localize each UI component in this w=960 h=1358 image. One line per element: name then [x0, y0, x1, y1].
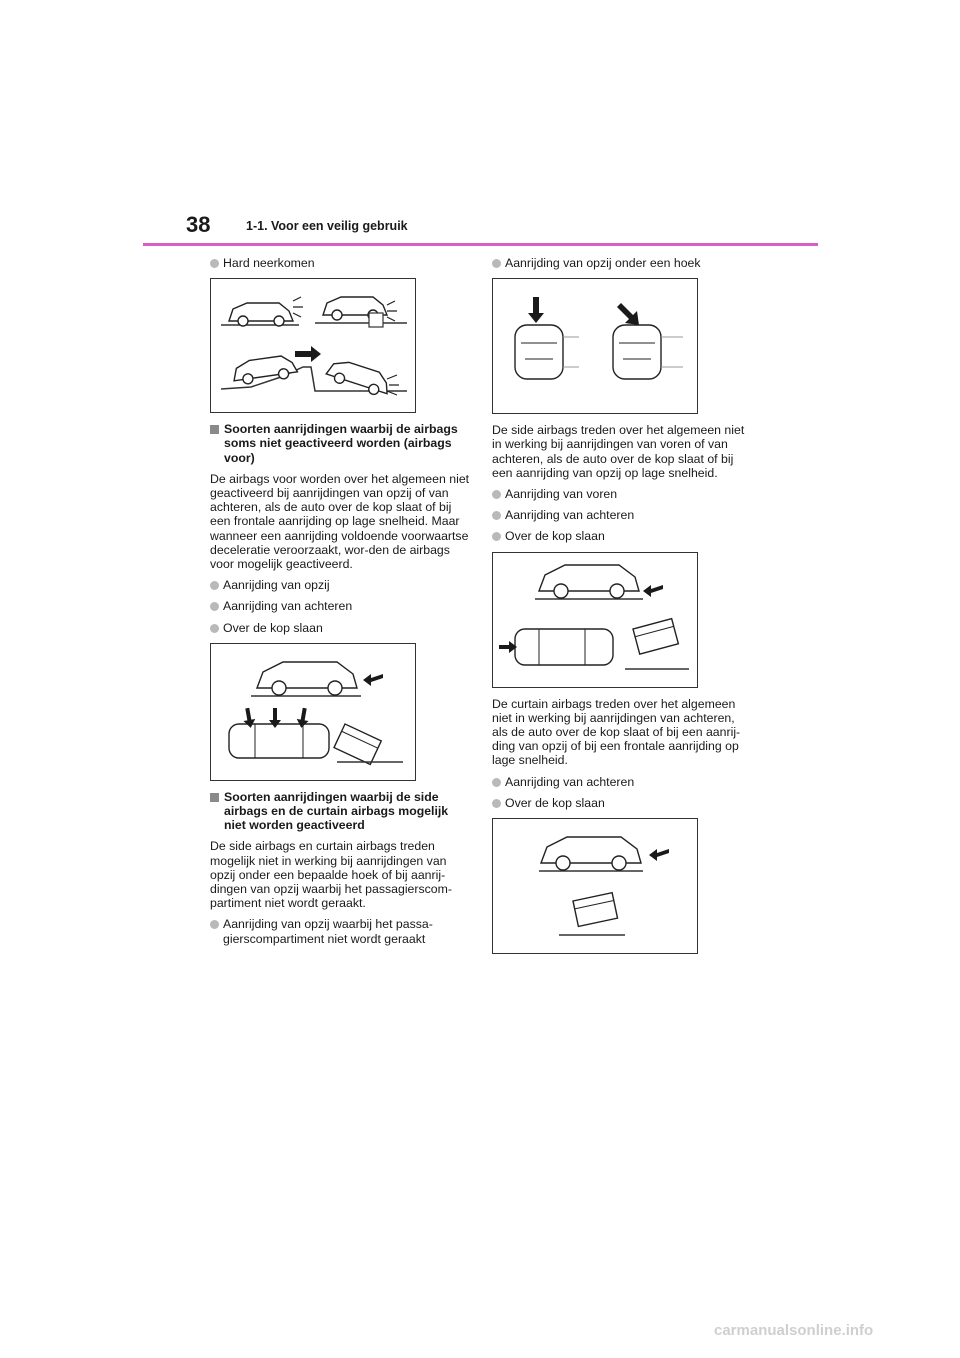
- heading-text: Soorten aanrijdingen waarbij de airbags soms niet geactiveerd worden (airbags voor): [224, 422, 458, 465]
- bullet-text: Over de kop slaan: [505, 529, 605, 544]
- bullet-text: Aanrijding van achteren: [505, 774, 635, 789]
- bullet-item: [210, 578, 470, 592]
- bullet-item: [210, 599, 470, 613]
- paragraph-side-curtain-airbags: De side airbags en curtain airbags treden mogelijk niet in werking bij aanrijdingen van opzij onder een bepaalde hoek of bij aanrij-dingen van opzij waarbij het passagierscom-partiment niet wordt geraakt.: [210, 839, 452, 911]
- paragraph-side-airbags: De side airbags treden over het algemeen niet in werking bij aanrijdingen van voren of van achteren, als de auto over de kop slaat of bij een aanrijding van opzij op lage snelheid.: [492, 423, 745, 480]
- heading-front-airbags: [210, 422, 470, 465]
- bullet-text: Aanrijding van voren: [505, 487, 618, 502]
- bullet-dot-icon: [492, 490, 501, 499]
- section-title: 1-1. Voor een veilig gebruik: [246, 219, 408, 233]
- bullet-text: Over de kop slaan: [223, 620, 323, 635]
- heading-square-icon: [210, 793, 219, 802]
- watermark: carmanualsonline.info: [714, 1322, 874, 1339]
- bullet-item: [492, 487, 752, 501]
- illustration-angle-impact: [492, 278, 698, 414]
- bullet-text: Hard neerkomen: [223, 256, 315, 270]
- bullet-text: Aanrijding van opzij onder een hoek: [505, 256, 701, 270]
- bullet-hard-landing: [210, 256, 470, 270]
- illustration-curtain-airbag-cases: [492, 818, 698, 954]
- bullet-text: Over de kop slaan: [505, 795, 605, 810]
- bullet-item: [210, 917, 470, 945]
- illustration-hard-landing: [210, 278, 416, 413]
- bullet-dot-icon: [492, 511, 501, 520]
- bullet-dot-icon: [492, 778, 501, 787]
- heading-square-icon: [210, 425, 219, 434]
- page-number: 38: [186, 212, 211, 237]
- paragraph-front-airbags: De airbags voor worden over het algemeen niet geactiveerd bij aanrijdingen van opzij of van achteren, als de auto over de kop slaat of bij een frontale aanrijding op lage snelheid. Maar wanneer een aanrijding voldoende voorwaartse deceleratie veroorzaakt, wor-den de airbags voor mogelijk geactiveerd.: [210, 471, 470, 572]
- bullet-text: Aanrijding van opzij waarbij het passa-gierscompartiment niet wordt geraakt: [223, 917, 433, 946]
- bullet-dot-icon: [210, 602, 219, 611]
- right-column: [492, 256, 752, 963]
- bullet-item: [492, 775, 752, 789]
- bullet-item: [210, 621, 470, 635]
- bullet-text: Aanrijding van achteren: [223, 599, 353, 614]
- illustration-side-airbag-cases: [492, 552, 698, 688]
- bullet-item: [492, 508, 752, 522]
- bullet-dot-icon: [492, 799, 501, 808]
- illustration-front-airbag-cases: [210, 643, 416, 781]
- bullet-dot-icon: [210, 259, 219, 268]
- bullet-item: [492, 529, 752, 543]
- bullet-dot-icon: [210, 624, 219, 633]
- bullet-angle-impact: [492, 256, 752, 270]
- bullet-item: [492, 796, 752, 810]
- bullet-dot-icon: [492, 532, 501, 541]
- paragraph-curtain-airbags: De curtain airbags treden over het algemeen niet in werking bij aanrijdingen van achteren, als de auto over de kop slaat of bij een aanrij-ding van opzij of bij een frontale aanrijding op lage snelheid.: [492, 696, 741, 768]
- heading-side-curtain-airbags: [210, 790, 470, 833]
- bullet-dot-icon: [210, 920, 219, 929]
- bullet-dot-icon: [210, 581, 219, 590]
- bullet-text: Aanrijding van achteren: [505, 508, 635, 523]
- header-rule: [143, 243, 818, 246]
- bullet-dot-icon: [492, 259, 501, 268]
- bullet-text: Aanrijding van opzij: [223, 578, 330, 593]
- left-column: [210, 256, 470, 953]
- heading-text: Soorten aanrijdingen waarbij de side airbags en de curtain airbags mogelijk niet worden geactiveerd: [224, 789, 449, 833]
